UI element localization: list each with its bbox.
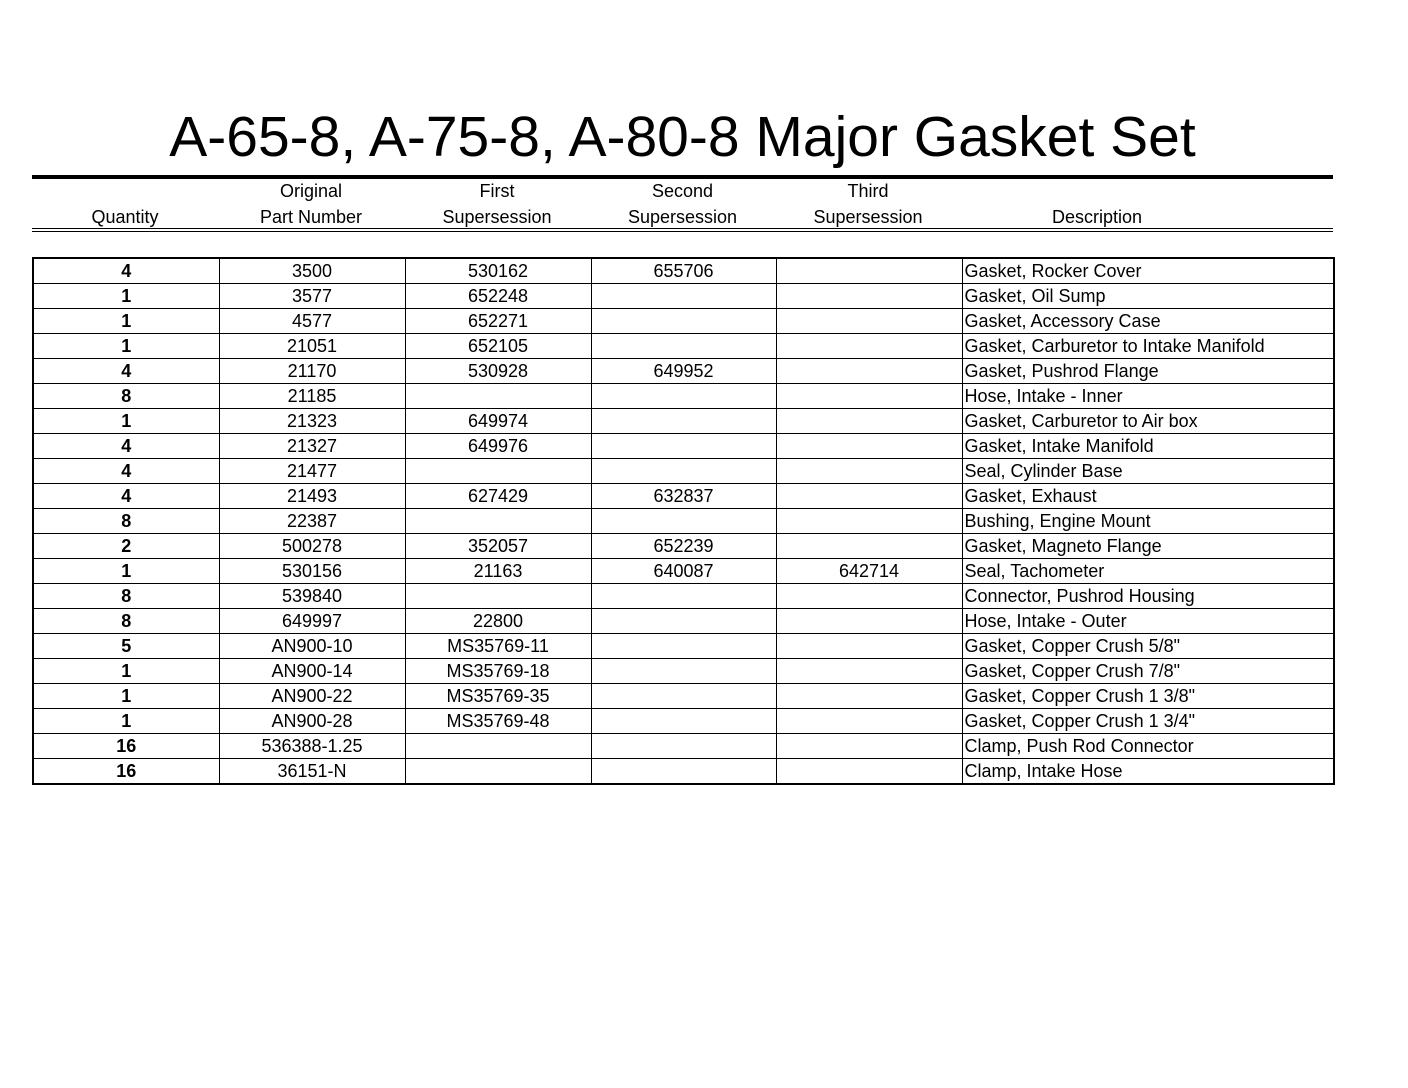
description-cell: Seal, Tachometer (962, 559, 1334, 584)
original-part-number-cell: AN900-28 (219, 709, 405, 734)
quantity-cell: 16 (33, 759, 219, 785)
quantity-cell: 8 (33, 584, 219, 609)
third-supersession-cell (776, 659, 962, 684)
quantity-cell: 1 (33, 334, 219, 359)
original-part-number-cell: AN900-14 (219, 659, 405, 684)
header-divider (32, 228, 1333, 232)
third-supersession-cell (776, 459, 962, 484)
first-supersession-cell: 22800 (405, 609, 591, 634)
description-cell: Gasket, Carburetor to Air box (962, 409, 1334, 434)
table-row (33, 709, 1334, 734)
table-row (33, 509, 1334, 534)
first-supersession-cell: 652105 (405, 334, 591, 359)
header-first-supersession (404, 178, 590, 230)
third-supersession-cell (776, 634, 962, 659)
second-supersession-cell (591, 334, 776, 359)
table-row (33, 659, 1334, 684)
second-supersession-cell: 652239 (591, 534, 776, 559)
original-part-number-cell: 4577 (219, 309, 405, 334)
third-supersession-cell (776, 734, 962, 759)
original-part-number-cell: 21493 (219, 484, 405, 509)
description-cell: Gasket, Copper Crush 7/8" (962, 659, 1334, 684)
header-description (961, 178, 1233, 230)
first-supersession-cell: 21163 (405, 559, 591, 584)
third-supersession-cell (776, 484, 962, 509)
quantity-cell: 4 (33, 258, 219, 284)
second-supersession-cell: 640087 (591, 559, 776, 584)
table-row (33, 684, 1334, 709)
original-part-number-cell: 500278 (219, 534, 405, 559)
description-cell: Gasket, Magneto Flange (962, 534, 1334, 559)
first-supersession-cell (405, 584, 591, 609)
second-supersession-cell (591, 734, 776, 759)
description-cell: Hose, Intake - Outer (962, 609, 1334, 634)
second-supersession-cell (591, 709, 776, 734)
description-cell: Hose, Intake - Inner (962, 384, 1334, 409)
table-row (33, 409, 1334, 434)
description-cell: Gasket, Copper Crush 1 3/8" (962, 684, 1334, 709)
description-cell: Gasket, Accessory Case (962, 309, 1334, 334)
description-cell: Gasket, Intake Manifold (962, 434, 1334, 459)
second-supersession-cell (591, 284, 776, 309)
third-supersession-cell (776, 258, 962, 284)
description-cell: Gasket, Pushrod Flange (962, 359, 1334, 384)
third-supersession-cell (776, 434, 962, 459)
second-supersession-cell: 649952 (591, 359, 776, 384)
second-supersession-cell (591, 659, 776, 684)
parts-table-body (33, 258, 1334, 784)
table-row (33, 559, 1334, 584)
third-supersession-cell (776, 284, 962, 309)
second-supersession-cell (591, 434, 776, 459)
quantity-cell: 4 (33, 434, 219, 459)
quantity-cell: 5 (33, 634, 219, 659)
quantity-cell: 8 (33, 609, 219, 634)
header-third-supersession (775, 178, 961, 230)
original-part-number-cell: AN900-22 (219, 684, 405, 709)
description-cell: Seal, Cylinder Base (962, 459, 1334, 484)
first-supersession-cell: 649974 (405, 409, 591, 434)
first-supersession-cell (405, 734, 591, 759)
first-supersession-cell (405, 384, 591, 409)
table-row (33, 634, 1334, 659)
first-supersession-cell: MS35769-18 (405, 659, 591, 684)
quantity-cell: 8 (33, 509, 219, 534)
quantity-cell: 1 (33, 284, 219, 309)
third-supersession-cell (776, 409, 962, 434)
third-supersession-cell (776, 684, 962, 709)
original-part-number-cell: 649997 (219, 609, 405, 634)
second-supersession-cell (591, 409, 776, 434)
description-cell: Gasket, Carburetor to Intake Manifold (962, 334, 1334, 359)
quantity-cell: 16 (33, 734, 219, 759)
header-second-supersession-line2: Supersession (627, 207, 738, 227)
third-supersession-cell (776, 509, 962, 534)
second-supersession-cell (591, 384, 776, 409)
table-row (33, 384, 1334, 409)
table-header (32, 178, 1333, 230)
table-row (33, 734, 1334, 759)
first-supersession-cell (405, 759, 591, 785)
quantity-cell: 1 (33, 709, 219, 734)
table-row (33, 334, 1334, 359)
quantity-cell: 2 (33, 534, 219, 559)
description-cell: Bushing, Engine Mount (962, 509, 1334, 534)
quantity-cell: 4 (33, 359, 219, 384)
original-part-number-cell: 21327 (219, 434, 405, 459)
description-cell: Clamp, Push Rod Connector (962, 734, 1334, 759)
third-supersession-cell (776, 534, 962, 559)
table-row (33, 359, 1334, 384)
description-cell: Gasket, Exhaust (962, 484, 1334, 509)
table-row (33, 759, 1334, 785)
table-row (33, 434, 1334, 459)
original-part-number-cell: 3500 (219, 258, 405, 284)
header-first-supersession-line1: First (479, 181, 515, 201)
first-supersession-cell: 352057 (405, 534, 591, 559)
second-supersession-cell (591, 459, 776, 484)
header-first-supersession-line2: Supersession (442, 207, 552, 227)
third-supersession-cell (776, 334, 962, 359)
table-row (33, 459, 1334, 484)
second-supersession-cell (591, 309, 776, 334)
first-supersession-cell: 530162 (405, 258, 591, 284)
original-part-number-cell: 21323 (219, 409, 405, 434)
first-supersession-cell (405, 459, 591, 484)
table-row (33, 258, 1334, 284)
header-original-part-number-line2: Part Number (259, 207, 363, 227)
third-supersession-cell (776, 384, 962, 409)
original-part-number-cell: 21185 (219, 384, 405, 409)
third-supersession-cell (776, 359, 962, 384)
header-quantity-label: Quantity (91, 207, 159, 227)
third-supersession-cell: 642714 (776, 559, 962, 584)
original-part-number-cell: 22387 (219, 509, 405, 534)
first-supersession-cell: 530928 (405, 359, 591, 384)
original-part-number-cell: 21051 (219, 334, 405, 359)
quantity-cell: 1 (33, 309, 219, 334)
header-third-supersession-line2: Supersession (813, 207, 923, 227)
second-supersession-cell (591, 584, 776, 609)
description-cell: Clamp, Intake Hose (962, 759, 1334, 785)
first-supersession-cell: 649976 (405, 434, 591, 459)
page-title: A-65-8, A-75-8, A-80-8 Major Gasket Set (169, 105, 1196, 169)
first-supersession-cell: MS35769-48 (405, 709, 591, 734)
header-second-supersession-line1: Second (651, 181, 714, 201)
second-supersession-cell: 632837 (591, 484, 776, 509)
header-second-supersession (590, 178, 775, 230)
original-part-number-cell: 536388-1.25 (219, 734, 405, 759)
second-supersession-cell (591, 634, 776, 659)
table-row (33, 484, 1334, 509)
description-cell: Gasket, Copper Crush 1 3/4" (962, 709, 1334, 734)
second-supersession-cell (591, 609, 776, 634)
table-row (33, 584, 1334, 609)
original-part-number-cell: 530156 (219, 559, 405, 584)
first-supersession-cell: MS35769-11 (405, 634, 591, 659)
original-part-number-cell: 3577 (219, 284, 405, 309)
second-supersession-cell (591, 509, 776, 534)
header-original-part-number (218, 178, 404, 230)
second-supersession-cell: 655706 (591, 258, 776, 284)
table-row (33, 534, 1334, 559)
quantity-cell: 1 (33, 659, 219, 684)
quantity-cell: 1 (33, 409, 219, 434)
original-part-number-cell: 539840 (219, 584, 405, 609)
original-part-number-cell: 36151-N (219, 759, 405, 785)
table-row (33, 284, 1334, 309)
quantity-cell: 1 (33, 684, 219, 709)
description-cell: Gasket, Oil Sump (962, 284, 1334, 309)
third-supersession-cell (776, 309, 962, 334)
original-part-number-cell: 21477 (219, 459, 405, 484)
third-supersession-cell (776, 759, 962, 785)
first-supersession-cell: 652248 (405, 284, 591, 309)
header-third-supersession-line1: Third (847, 181, 889, 201)
original-part-number-cell: 21170 (219, 359, 405, 384)
first-supersession-cell: 627429 (405, 484, 591, 509)
first-supersession-cell (405, 509, 591, 534)
description-cell: Gasket, Rocker Cover (962, 258, 1334, 284)
second-supersession-cell (591, 759, 776, 785)
header-quantity (32, 178, 218, 230)
header-description-label: Description (1051, 207, 1143, 227)
header-original-part-number-line1: Original (279, 181, 343, 201)
description-cell: Gasket, Copper Crush 5/8" (962, 634, 1334, 659)
third-supersession-cell (776, 709, 962, 734)
quantity-cell: 4 (33, 459, 219, 484)
third-supersession-cell (776, 609, 962, 634)
table-row (33, 309, 1334, 334)
quantity-cell: 1 (33, 559, 219, 584)
description-cell: Connector, Pushrod Housing (962, 584, 1334, 609)
table-row (33, 609, 1334, 634)
first-supersession-cell: 652271 (405, 309, 591, 334)
third-supersession-cell (776, 584, 962, 609)
second-supersession-cell (591, 684, 776, 709)
parts-table (32, 257, 1335, 785)
quantity-cell: 4 (33, 484, 219, 509)
quantity-cell: 8 (33, 384, 219, 409)
first-supersession-cell: MS35769-35 (405, 684, 591, 709)
original-part-number-cell: AN900-10 (219, 634, 405, 659)
